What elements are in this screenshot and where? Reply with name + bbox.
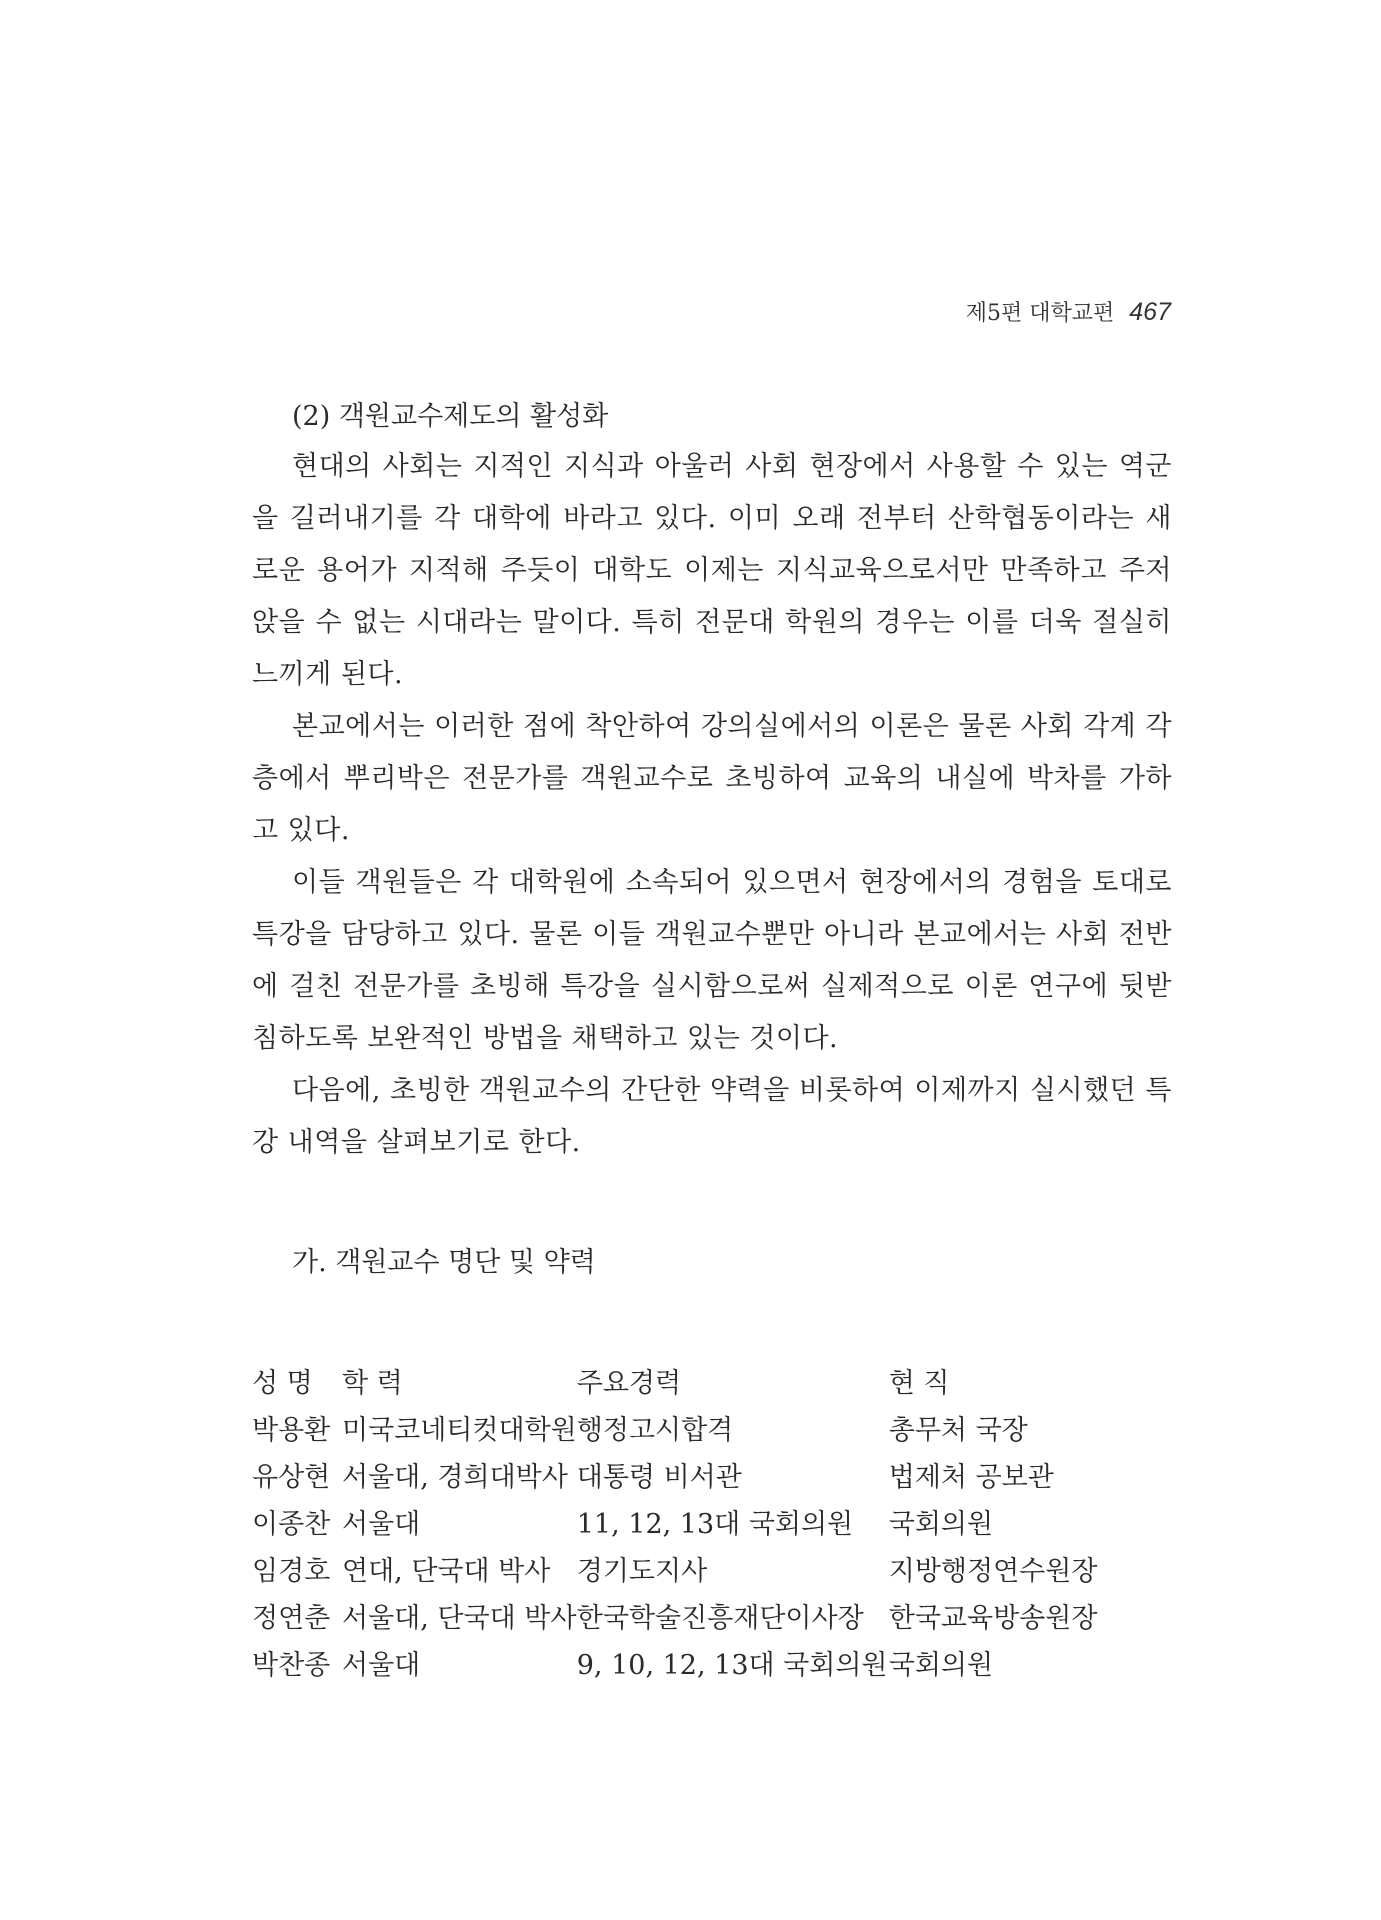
subheading: 가. 객원교수 명단 및 약력 xyxy=(292,1247,596,1278)
cell-career: 행정고시합격 xyxy=(576,1415,734,1446)
table-row xyxy=(252,1592,1149,1639)
cell-name: 이종찬 xyxy=(252,1509,331,1540)
cell-career: 대통령 비서관 xyxy=(576,1462,742,1493)
cell-name: 박찬종 xyxy=(252,1650,331,1681)
cell-position: 국회의원 xyxy=(888,1650,994,1681)
table-header-row xyxy=(252,1357,1149,1404)
cell-name: 임경호 xyxy=(252,1556,331,1587)
page-number: 467 xyxy=(1129,298,1171,326)
cell-career: 한국학술진흥재단이사장 xyxy=(576,1603,864,1634)
cell-education: 서울대, 경희대박사 xyxy=(342,1462,568,1493)
cell-education: 서울대 xyxy=(342,1509,421,1540)
header-name: 성 명 xyxy=(252,1368,313,1399)
paragraph: 현대의 사회는 지적인 지식과 아울러 사회 현장에서 사용할 수 있는 역군을 길러내기를 각 대학에 바라고 있다. 이미 오래 전부터 산학협동이라는 새로운 용어가 지적해 주듯이 대학도 이제는 지식교육으로서만 만족하고 주저앉을 수 없는 시대라는 말이다. 특히 전문대 학원의 경우는 이를 더욱 절실히 느끼게 된다. xyxy=(252,451,1172,690)
paragraph: 이들 객원들은 각 대학원에 소속되어 있으면서 현장에서의 경험을 토대로 특강을 담당하고 있다. 물론 이들 객원교수뿐만 아니라 본교에서는 사회 전반에 걸친 전문가를 초빙해 특강을 실시함으로써 실제적으로 이론 연구에 뒷받침하도록 보완적인 방법을 채택하고 있는 것이다. xyxy=(252,867,1172,1054)
section-heading: (2) 객원교수제도의 활성화 xyxy=(292,401,609,432)
cell-position: 지방행정연수원장 xyxy=(888,1556,1098,1587)
cell-name: 박용환 xyxy=(252,1415,331,1446)
section-title: 제5편 대학교편 xyxy=(965,301,1115,326)
page-body xyxy=(252,393,1172,1686)
table-row xyxy=(252,1545,1149,1592)
visiting-professor-table xyxy=(252,1357,1149,1686)
cell-career: 11, 12, 13대 국회의원 xyxy=(576,1509,854,1540)
table-row xyxy=(252,1639,1149,1686)
cell-education: 서울대, 단국대 박사 xyxy=(342,1603,577,1634)
table-row xyxy=(252,1404,1149,1451)
paragraph: 본교에서는 이러한 점에 착안하여 강의실에서의 이론은 물론 사회 각계 각층에서 뿌리박은 전문가를 객원교수로 초빙하여 교육의 내실에 박차를 가하고 있다. xyxy=(252,711,1172,846)
header-position: 현 직 xyxy=(888,1368,950,1399)
cell-position: 한국교육방송원장 xyxy=(888,1603,1098,1634)
cell-name: 정연춘 xyxy=(252,1603,331,1634)
header-education: 학 력 xyxy=(342,1368,403,1399)
cell-position: 총무처 국장 xyxy=(888,1415,1028,1446)
cell-career: 경기도지사 xyxy=(576,1556,708,1587)
header-career: 주요경력 xyxy=(576,1368,682,1399)
cell-position: 국회의원 xyxy=(888,1509,994,1540)
running-header xyxy=(966,296,1171,327)
cell-name: 유상현 xyxy=(252,1462,331,1493)
cell-position: 법제처 공보관 xyxy=(888,1462,1054,1493)
paragraph: 다음에, 초빙한 객원교수의 간단한 약력을 비롯하여 이제까지 실시했던 특강 내역을 살펴보기로 한다. xyxy=(252,1075,1172,1158)
table-row xyxy=(252,1451,1149,1498)
cell-education: 서울대 xyxy=(342,1650,421,1681)
cell-education: 연대, 단국대 박사 xyxy=(342,1556,551,1587)
cell-career: 9, 10, 12, 13대 국회의원 xyxy=(576,1650,888,1681)
table-row xyxy=(252,1498,1149,1545)
cell-education: 미국코네티컷대학원 xyxy=(342,1415,577,1446)
